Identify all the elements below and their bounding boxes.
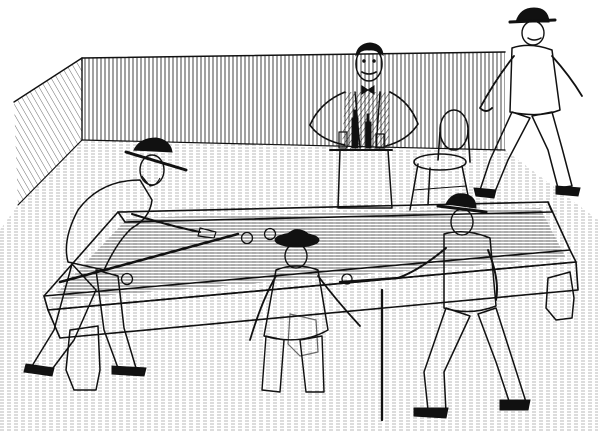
back-wall xyxy=(82,52,505,150)
